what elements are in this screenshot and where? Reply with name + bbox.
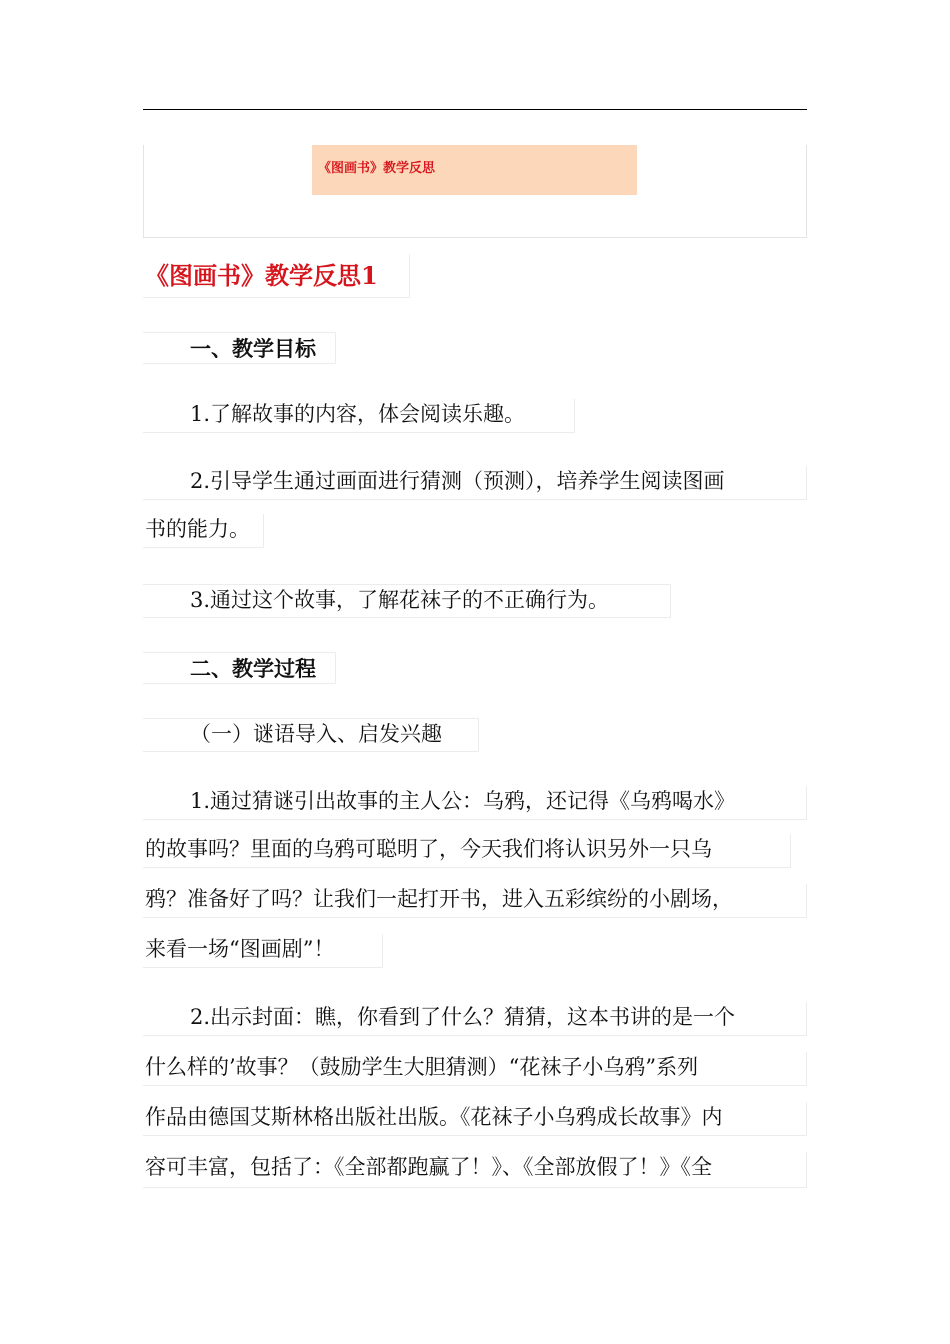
goal-3: 3.通过这个故事，了解花袜子的不正确行为。 (143, 584, 671, 618)
goal-1: 1.了解故事的内容，体会阅读乐趣。 (143, 399, 575, 433)
banner-text: 《图画书》教学反思 (318, 161, 436, 176)
paragraph-2-line-1: 2.出示封面：瞧，你看到了什么？猜猜，这本书讲的是一个 (143, 1002, 807, 1036)
paragraph-1-line-1: 1.通过猜谜引出故事的主人公：乌鸦，还记得《乌鸦喝水》 (143, 786, 807, 820)
document-title: 《图画书》教学反思1 (143, 254, 410, 298)
goal-2-line-1: 2.引导学生通过画面进行猜测（预测），培养学生阅读图画 (143, 466, 807, 500)
paragraph-1-line-2: 的故事吗？里面的乌鸦可聪明了，今天我们将认识另外一只乌 (143, 834, 791, 868)
paragraph-1-line-4: 来看一场“图画剧”！ (143, 934, 383, 968)
paragraph-2-line-3: 作品由德国艾斯林格出版社出版。《花袜子小乌鸦成长故事》内 (143, 1102, 807, 1136)
subheading-riddle-intro: （一）谜语导入、启发兴趣 (143, 718, 479, 752)
paragraph-2-line-2: 什么样的’故事？（鼓励学生大胆猜测）“花袜子小乌鸦”系列 (143, 1052, 807, 1086)
paragraph-1-line-3: 鸦？准备好了吗？让我们一起打开书，进入五彩缤纷的小剧场， (143, 884, 807, 918)
goal-2-line-2: 书的能力。 (143, 514, 264, 548)
heading-teaching-goals: 一、教学目标 (143, 332, 336, 364)
heading-teaching-process: 二、教学过程 (143, 652, 336, 684)
paragraph-2-line-4: 容可丰富，包括了：《全部都跑赢了！》、《全部放假了！》《全 (143, 1152, 807, 1188)
banner (312, 145, 637, 195)
header-rule (143, 109, 807, 110)
